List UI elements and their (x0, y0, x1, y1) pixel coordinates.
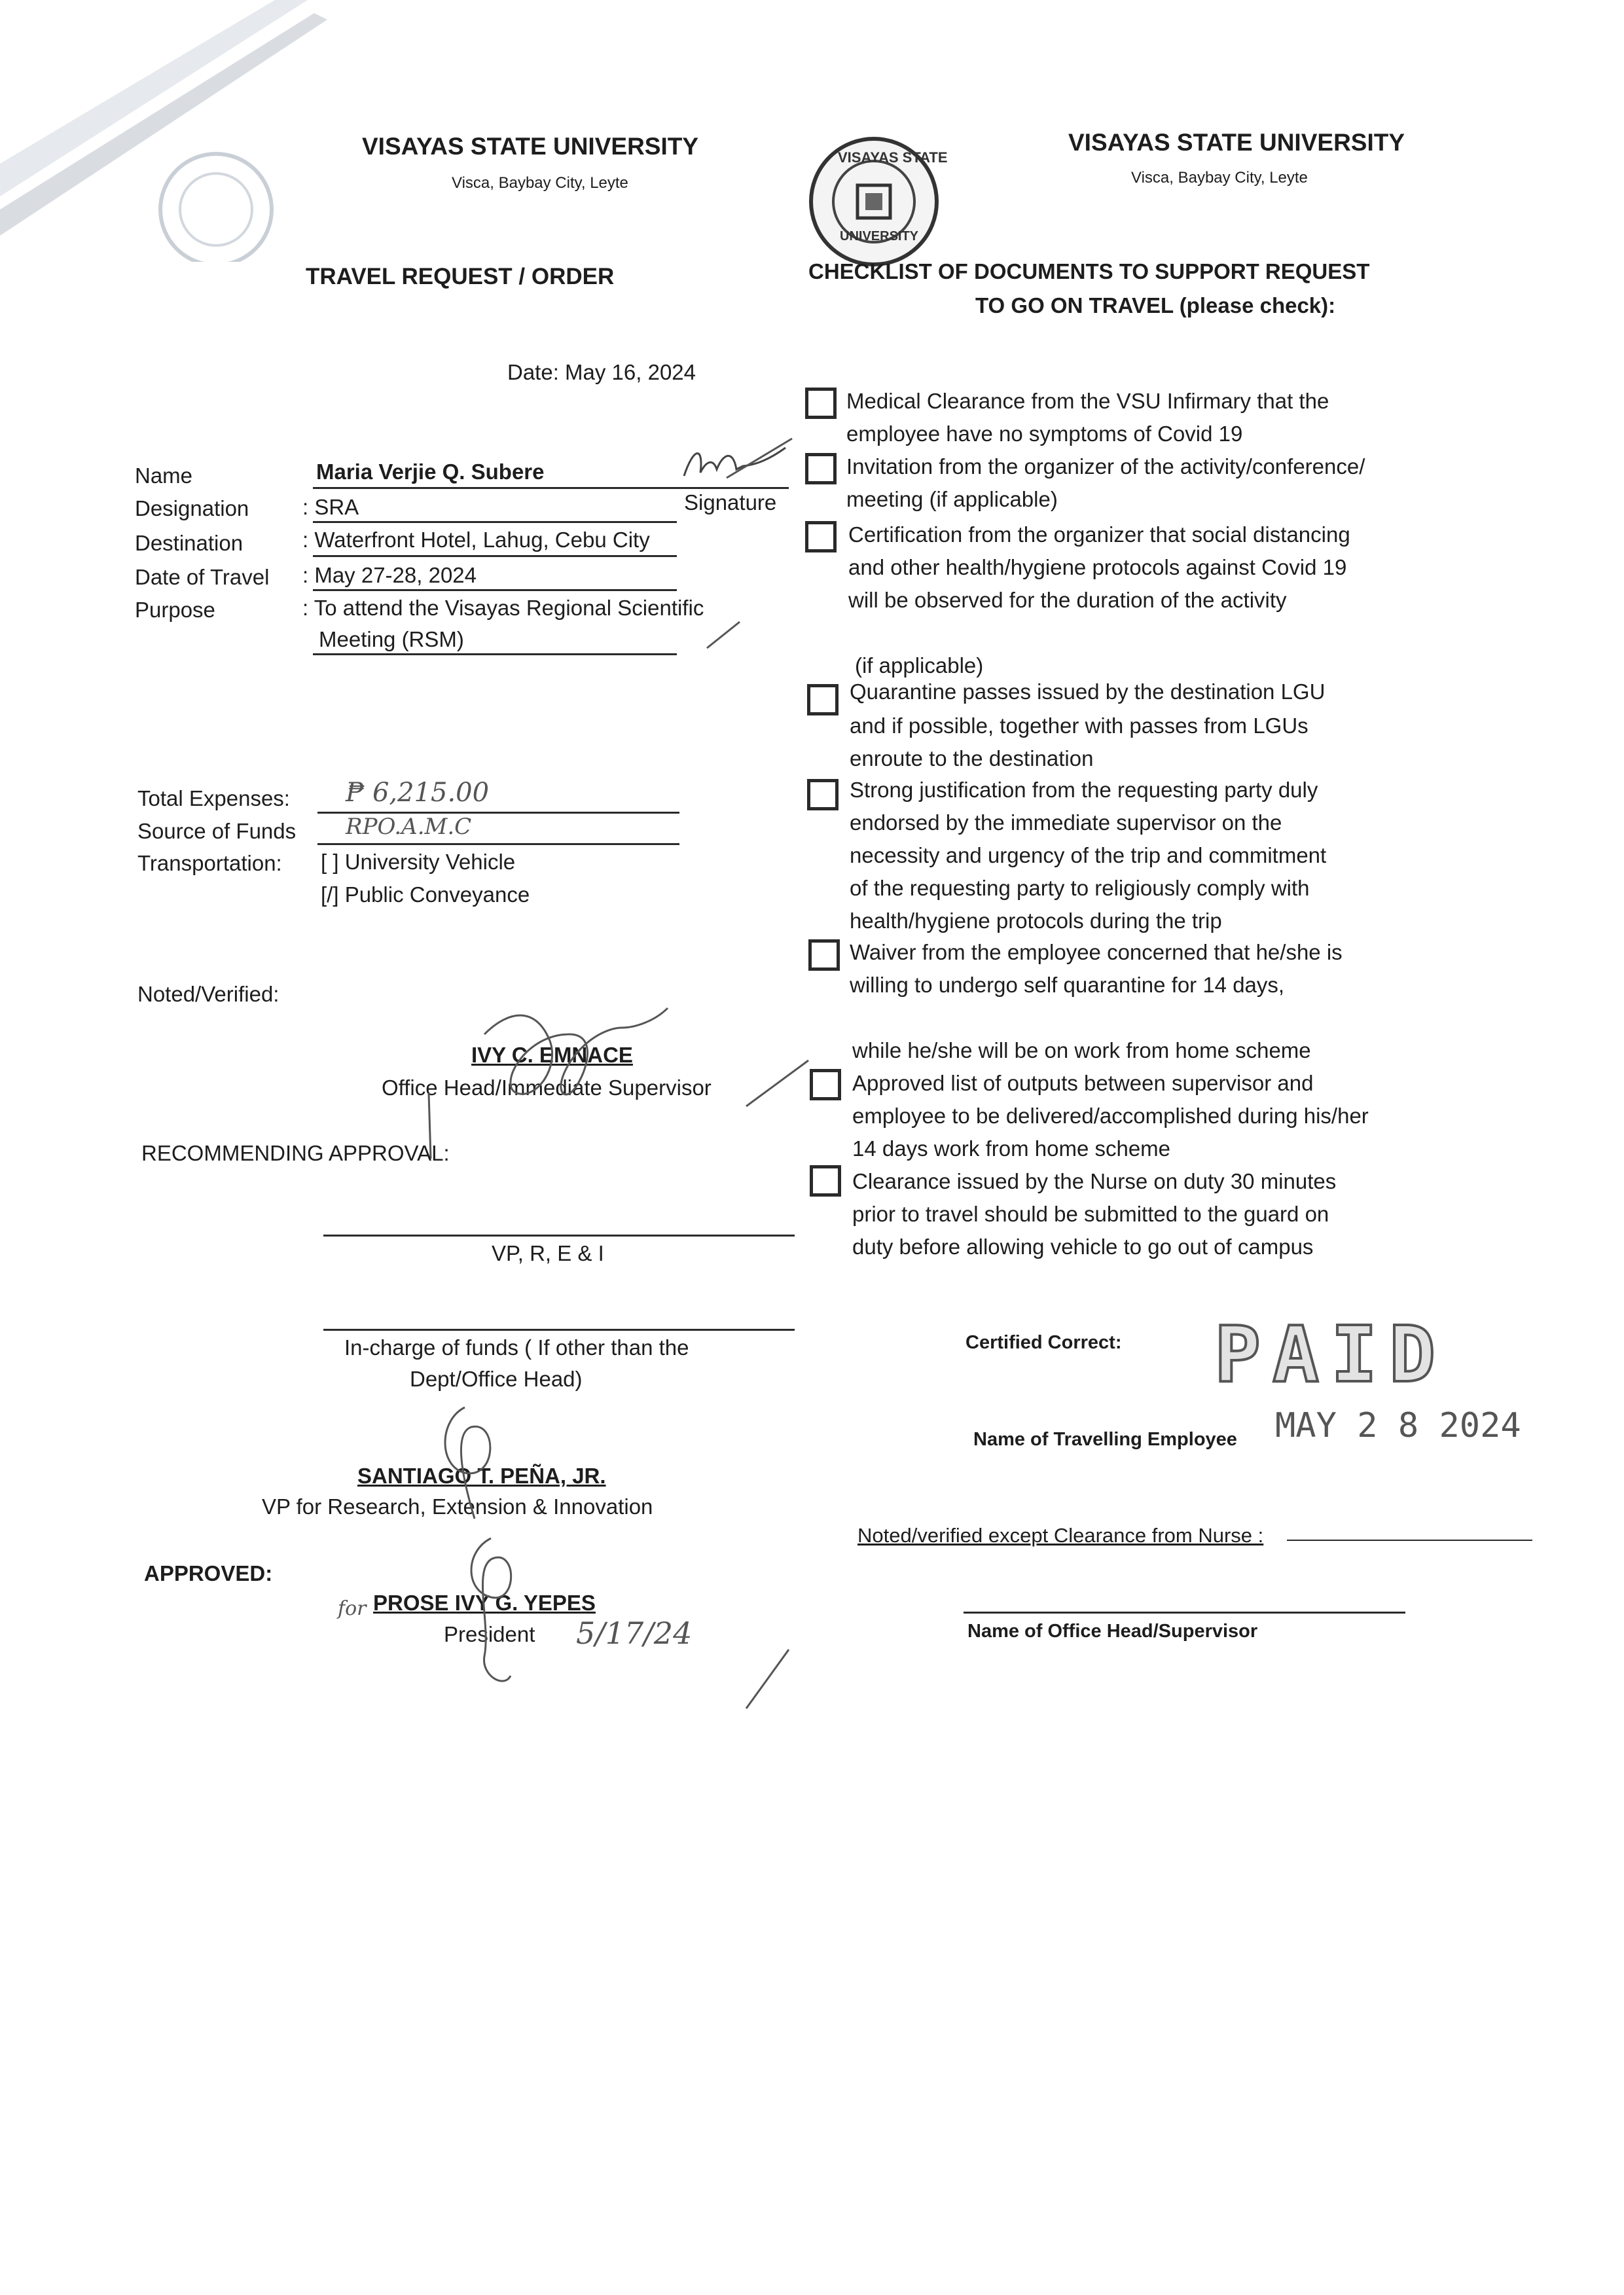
if-applicable-note: (if applicable) (855, 653, 984, 678)
incharge-funds-line1: In-charge of funds ( If other than the (344, 1335, 689, 1360)
item-justification-line5: health/hygiene protocols during the trip (850, 909, 1222, 933)
item-waiver-line1: Waiver from the employee concerned that he/she is (850, 940, 1343, 964)
transport-mark-public: [/] (321, 882, 339, 907)
value-total-expenses: ₱ 6,215.00 (346, 778, 490, 808)
president-name: PROSE IVY G. YEPES (373, 1591, 596, 1615)
checklist-title-line2: TO GO ON TRAVEL (please check): (975, 293, 1336, 317)
purpose-underline (313, 653, 677, 655)
incharge-funds-line2: Dept/Office Head) (410, 1367, 583, 1391)
label-source-of-funds: Source of Funds (137, 819, 297, 843)
form-title: TRAVEL REQUEST / ORDER (306, 264, 615, 289)
transport-mark-university: [ ] (321, 850, 339, 874)
label-total-expenses: Total Expenses: (137, 786, 290, 810)
item-certification-line2: and other health/hygiene protocols against Covid 19 (848, 555, 1347, 579)
approved-label: APPROVED: (144, 1561, 273, 1585)
seal-text-top: VISAYAS STATE (838, 149, 948, 166)
item-nurse-line3: duty before allowing vehicle to go out of campus (852, 1235, 1314, 1259)
designation-underline (313, 521, 677, 523)
item-justification-line3: necessity and urgency of the trip and commitment (850, 843, 1327, 867)
left-university-address: Visca, Baybay City, Leyte (452, 174, 628, 192)
president-prefix: for (338, 1597, 367, 1620)
value-purpose-line1: : To attend the Visayas Regional Scientific (302, 596, 704, 620)
supervisor-name: IVY C. EMNACE (471, 1043, 633, 1067)
item-invitation-line1: Invitation from the organizer of the activity/conference/ (846, 454, 1365, 479)
request-date: Date: May 16, 2024 (507, 360, 696, 384)
label-designation: Designation (135, 496, 249, 520)
paid-stamp-text: PAID (1214, 1309, 1448, 1400)
paid-stamp-date: MAY 2 8 2024 (1275, 1406, 1521, 1445)
transport-label-university: University Vehicle (344, 850, 516, 874)
item-justification-line2: endorsed by the immediate supervisor on the (850, 810, 1282, 835)
office-head-signature-line (964, 1612, 1405, 1614)
supervisor-signature-mark (419, 995, 694, 1165)
supervisor-title: Office Head/Immediate Supervisor (382, 1075, 712, 1100)
value-name: Maria Verjie Q. Subere (316, 460, 545, 484)
value-purpose-line2: Meeting (RSM) (319, 627, 464, 651)
noted-except-nurse-label: Noted/verified except Clearance from Nurse : (857, 1524, 1264, 1547)
vp-rei-label: VP, R, E & I (492, 1241, 604, 1265)
item-justification-line1: Strong justification from the requesting party duly (850, 778, 1318, 802)
vp-name: SANTIAGO T. PEÑA, JR. (357, 1464, 606, 1488)
label-destination: Destination (135, 531, 244, 555)
president-signature-mark (445, 1525, 537, 1695)
certified-correct-label: Certified Correct: (965, 1332, 1122, 1353)
item-medical-line1: Medical Clearance from the VSU Infirmary that the (846, 389, 1329, 413)
noted-except-line (1287, 1540, 1532, 1541)
destination-underline (313, 555, 677, 557)
label-date-of-travel: Date of Travel (135, 565, 270, 589)
value-destination: : Waterfront Hotel, Lahug, Cebu City (302, 528, 650, 552)
source-of-funds-underline (317, 843, 679, 845)
item-nurse-line2: prior to travel should be submitted to the guard on (852, 1202, 1329, 1226)
item-outputs-line2: employee to be delivered/accomplished during his/her (852, 1104, 1369, 1128)
item-quarantine-line3: enroute to the destination (850, 746, 1094, 770)
noted-verified-label: Noted/Verified: (137, 982, 280, 1006)
value-source-of-funds: RPO.A.M.C (346, 814, 472, 840)
value-designation: : SRA (302, 495, 359, 519)
label-purpose: Purpose (135, 598, 215, 622)
right-university-name: VISAYAS STATE UNIVERSITY (1068, 129, 1405, 156)
right-university-address: Visca, Baybay City, Leyte (1131, 169, 1308, 187)
item-outputs-line3: 14 days work from home scheme (852, 1136, 1171, 1161)
vp-signature-mark (425, 1394, 530, 1525)
label-name: Name (135, 463, 193, 488)
item-waiver-line2: willing to undergo self quarantine for 14 days, (850, 973, 1285, 997)
name-travelling-employee-label: Name of Travelling Employee (973, 1429, 1237, 1450)
left-university-name: VISAYAS STATE UNIVERSITY (362, 133, 699, 160)
item-invitation-line2: meeting (if applicable) (846, 487, 1058, 511)
wfh-note: while he/she will be on work from home scheme (852, 1038, 1311, 1062)
page-fold-shadow (0, 0, 340, 262)
label-transportation: Transportation: (137, 851, 282, 875)
date-of-travel-underline (313, 589, 677, 591)
item-justification-line4: of the requesting party to religiously comply with (850, 876, 1310, 900)
checkbox-medical-clearance[interactable] (805, 388, 837, 419)
name-office-head-label: Name of Office Head/Supervisor (967, 1621, 1258, 1642)
president-title: President (444, 1622, 535, 1646)
item-quarantine-line1: Quarantine passes issued by the destination LGU (850, 679, 1326, 704)
item-certification-line1: Certification from the organizer that social distancing (848, 522, 1350, 547)
value-date-of-travel: : May 27-28, 2024 (302, 563, 477, 587)
signature-label: Signature (684, 490, 777, 515)
vp-title: VP for Research, Extension & Innovation (262, 1494, 653, 1519)
pen-strokes (655, 432, 851, 1728)
transport-option-public (321, 882, 530, 907)
approved-date: 5/17/24 (576, 1616, 693, 1651)
item-quarantine-line2: and if possible, together with passes from LGUs (850, 714, 1308, 738)
item-nurse-line1: Clearance issued by the Nurse on duty 30 minutes (852, 1169, 1337, 1193)
transport-label-public: Public Conveyance (344, 882, 530, 907)
transport-option-university (321, 850, 515, 875)
item-certification-line3: will be observed for the duration of the activity (848, 588, 1287, 612)
item-medical-line2: employee have no symptoms of Covid 19 (846, 422, 1243, 446)
recommending-approval-label: RECOMMENDING APPROVAL: (141, 1141, 450, 1165)
seal-text-bottom: UNIVERSITY (840, 229, 919, 244)
item-outputs-line1: Approved list of outputs between supervisor and (852, 1071, 1314, 1095)
checklist-title-line1: CHECKLIST OF DOCUMENTS TO SUPPORT REQUEST (808, 259, 1370, 283)
